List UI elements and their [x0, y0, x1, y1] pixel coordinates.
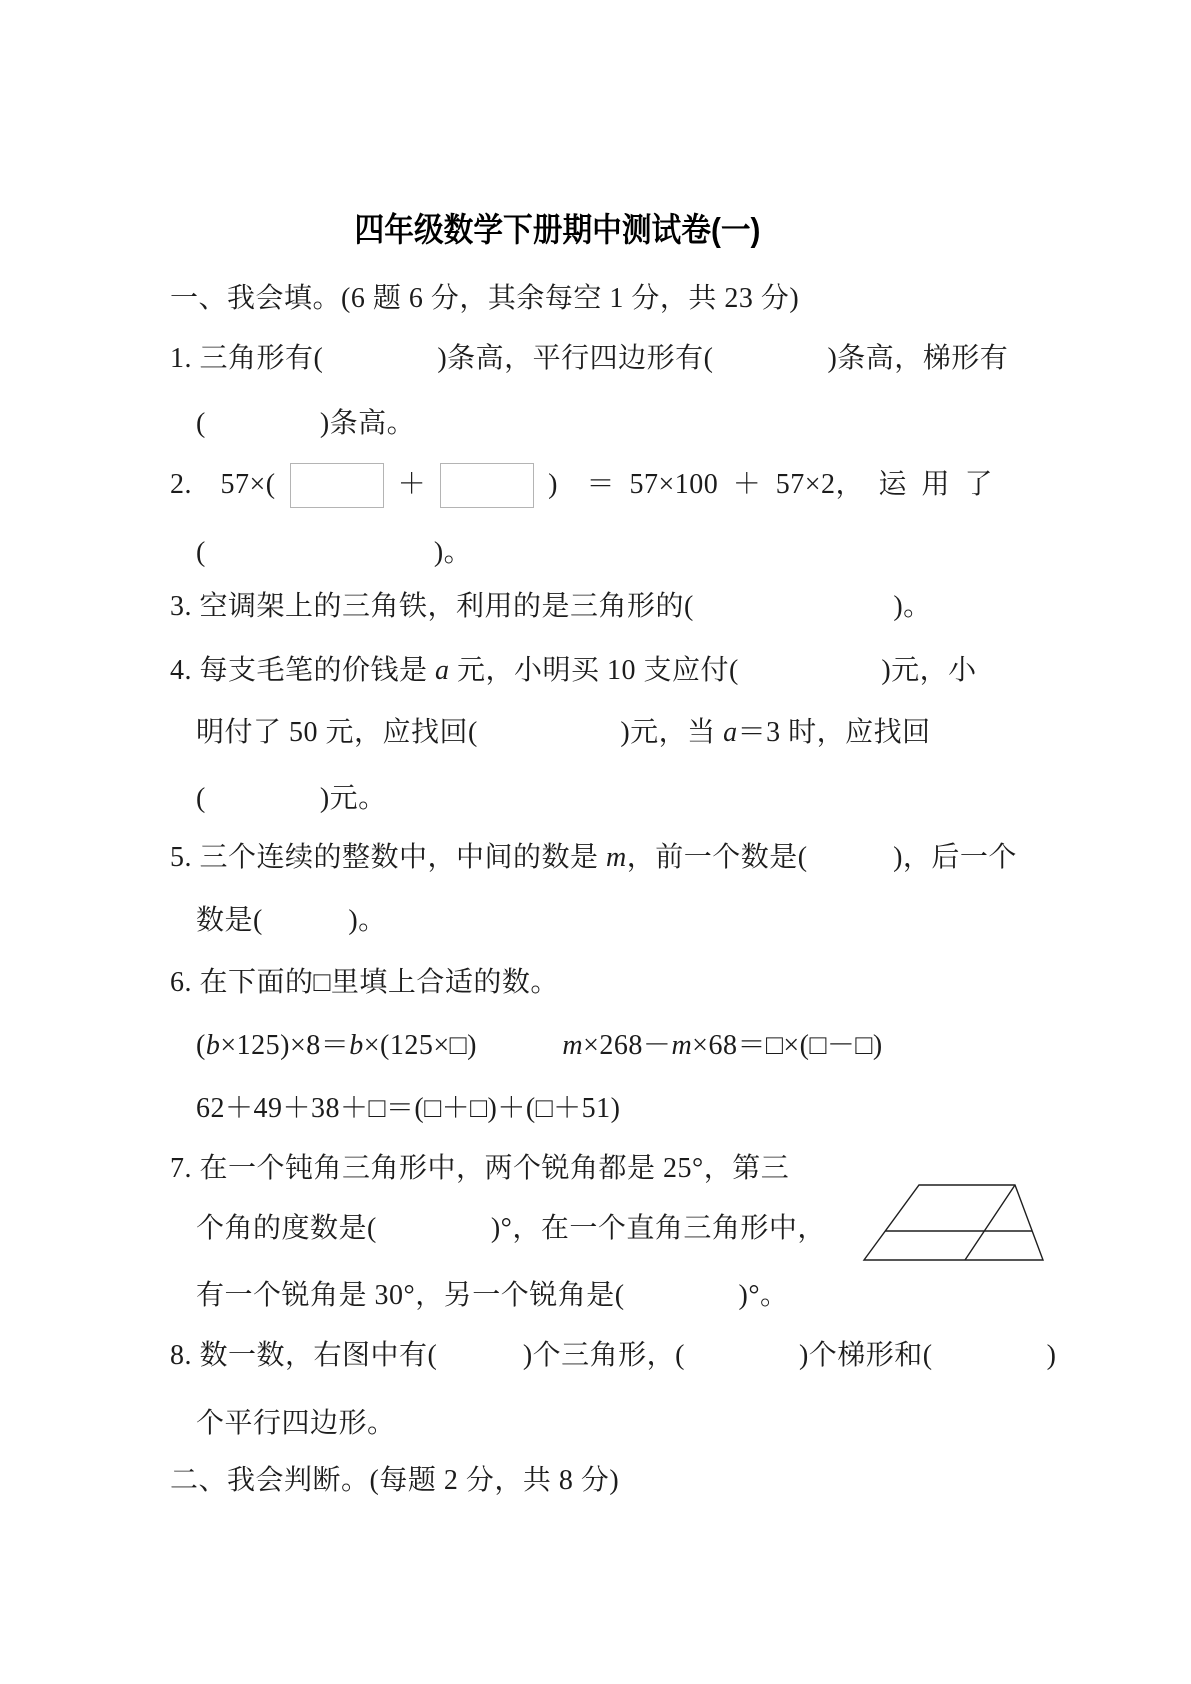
section1-header: 一、我会填。(6 题 6 分，其余每空 1 分，共 23 分) [170, 283, 800, 314]
q6-f1-d: ×268－ [583, 1030, 672, 1061]
q2-blank-box-1 [290, 463, 384, 508]
q2-blank-box-2 [440, 463, 534, 508]
q2-plus-sign: ＋ [397, 468, 427, 500]
q6-var-m-1: m [562, 1030, 584, 1061]
trapezoid-figure [850, 1180, 1050, 1268]
q4-text-a: 4. 每支毛笔的价钱是 [170, 655, 436, 686]
q4-var-a-1: a [435, 655, 450, 686]
trapezoid-diagonal-line [965, 1185, 1015, 1260]
q6-f1-b: ×125)×8＝ [220, 1030, 350, 1061]
q4-text-d: ＝3 时，应找回 [737, 717, 931, 748]
question-2-line-2: ( )。 [196, 537, 473, 568]
question-8-line-2: 个平行四边形。 [196, 1408, 396, 1439]
q4-text-c: 明付了 50 元，应找回( )元，当 [196, 717, 724, 748]
question-8-line-1: 8. 数一数，右图中有( )个三角形，( )个梯形和( ) [170, 1340, 1057, 1371]
q6-f1-c: ×(125×□) [363, 1030, 563, 1061]
question-3-line-1: 3. 空调架上的三角铁，利用的是三角形的( )。 [170, 591, 932, 622]
q4-var-a-2: a [723, 717, 738, 748]
question-4-line-3: ( )元。 [196, 783, 387, 814]
q2-tail-text: ) ＝ 57×100 ＋ 57×2， 运 用 了 [548, 468, 994, 500]
q6-var-b-2: b [349, 1030, 364, 1061]
question-7-line-1: 7. 在一个钝角三角形中，两个锐角都是 25°，第三 [170, 1153, 790, 1184]
q6-f1-e: ×68＝□×(□－□) [692, 1030, 883, 1061]
question-2-line-1 [170, 462, 993, 508]
q4-text-b: 元，小明买 10 支应付( )元，小 [449, 655, 977, 686]
trapezoid-outline [864, 1185, 1043, 1260]
question-6-formula-1 [196, 1030, 883, 1062]
q5-text-a: 5. 三个连续的整数中，中间的数是 [170, 842, 607, 873]
q6-f1-a: ( [196, 1030, 206, 1061]
q5-var-m: m [606, 842, 627, 873]
question-6-formula-2: 62＋49＋38＋□＝(□＋□)＋(□＋51) [196, 1093, 621, 1124]
q5-text-b: ，前一个数是( )，后一个 [626, 842, 1017, 873]
q6-var-m-2: m [671, 1030, 693, 1061]
q2-lead-text: 2. 57×( [170, 468, 276, 500]
question-5-line-2: 数是( )。 [196, 905, 387, 936]
page-title: 四年级数学下册期中测试卷(一) [354, 211, 761, 248]
question-4-line-1 [170, 655, 977, 687]
question-1-line-2: ( )条高。 [196, 408, 416, 439]
question-7-line-3: 有一个锐角是 30°，另一个锐角是( )°。 [196, 1280, 789, 1311]
section2-header: 二、我会判断。(每题 2 分，共 8 分) [170, 1465, 620, 1496]
question-4-line-2 [196, 717, 931, 749]
q6-var-b-1: b [205, 1030, 221, 1061]
question-1-line-1: 1. 三角形有( )条高，平行四边形有( )条高，梯形有 [170, 343, 1009, 374]
question-6-line-1: 6. 在下面的□里填上合适的数。 [170, 967, 559, 998]
question-7-line-2: 个角的度数是( )°，在一个直角三角形中， [196, 1213, 826, 1244]
question-5-line-1 [170, 842, 1017, 874]
